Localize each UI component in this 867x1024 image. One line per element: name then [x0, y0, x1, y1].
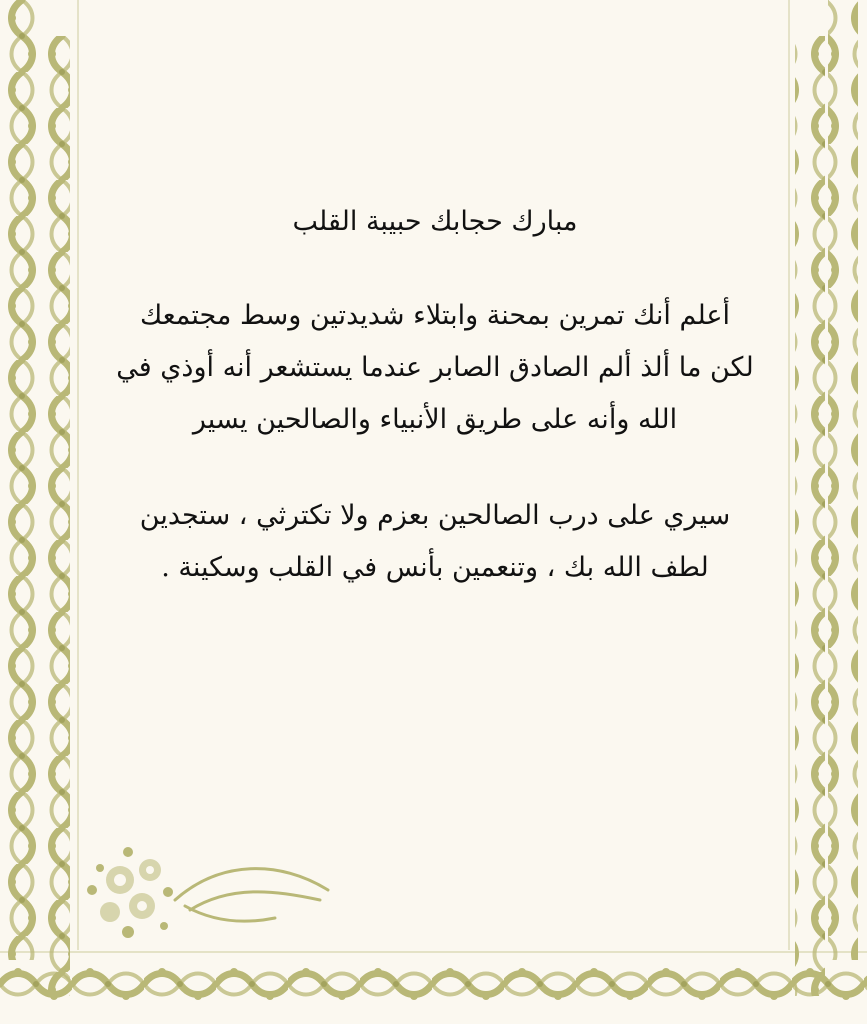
message-paragraph-2 — [100, 490, 770, 594]
paragraph-1-line: لكن ما ألذ ألم الصادق الصابر عندما يستشعر أنه أوذي في — [116, 352, 754, 383]
paragraph-1-line: الله وأنه على طريق الأنبياء والصالحين يسير — [192, 404, 678, 435]
message-body — [100, 196, 770, 594]
paragraph-2-line: لطف الله بك ، وتنعمين بأنس في القلب وسكينة . — [161, 552, 709, 583]
message-paragraph-1 — [100, 290, 770, 446]
card-title: مبارك حجابك حبيبة القلب — [292, 206, 578, 237]
paragraph-1-line: أعلم أنك تمرين بمحنة وابتلاء شديدتين وسط مجتمعك — [139, 300, 731, 331]
floral-sprig-icon — [80, 840, 340, 950]
paragraph-2-line: سيري على درب الصالحين بعزم ولا تكترثي ، ستجدين — [139, 500, 731, 531]
